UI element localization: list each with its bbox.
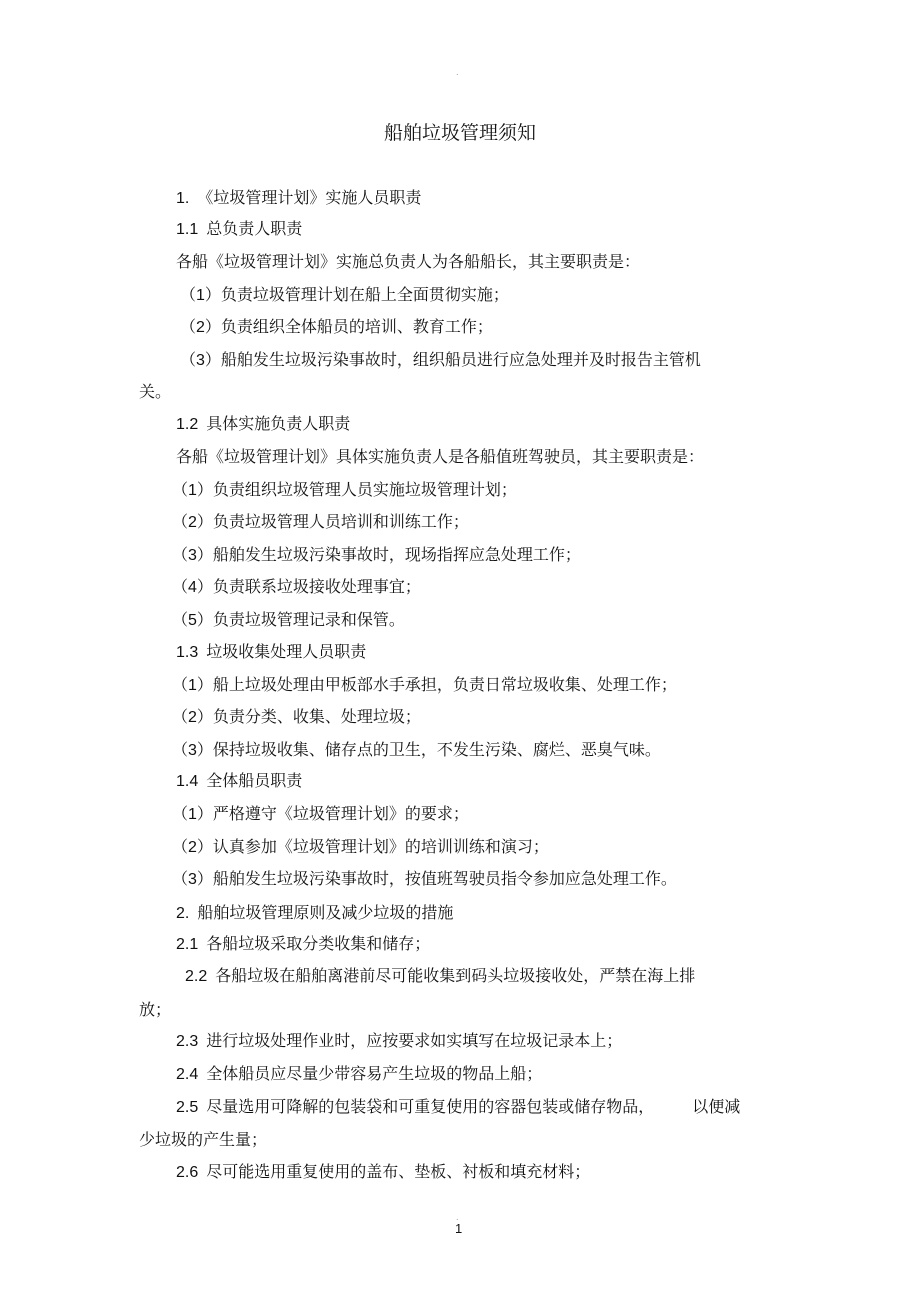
list-item-number: （2） xyxy=(172,514,213,531)
clause-text: 进行垃圾处理作业时，应按要求如实填写在垃圾记录本上； xyxy=(206,1031,623,1050)
list-item xyxy=(172,675,677,696)
section-heading xyxy=(176,188,421,209)
list-item-number: （1） xyxy=(172,482,213,499)
clause-text: 尽可能选用重复使用的盖布、垫板、衬板和填充材料； xyxy=(206,1162,591,1181)
list-item-number: （3） xyxy=(180,352,221,369)
paragraph-text: 各船《垃圾管理计划》实施总负责人为各船船长，其主要职责是： xyxy=(176,252,641,271)
subsection-number: 1.1 xyxy=(176,221,199,238)
list-item-text: 负责组织全体船员的培训、教育工作； xyxy=(220,317,493,336)
clause-line xyxy=(185,966,695,987)
list-item-number: （2） xyxy=(180,319,221,336)
list-item-text: 船舶发生垃圾污染事故时，按值班驾驶员指令参加应急处理工作。 xyxy=(212,869,677,888)
page-title: 船舶垃圾管理须知 xyxy=(383,122,536,144)
list-item-text: 认真参加《垃圾管理计划》的培训训练和演习； xyxy=(212,837,549,856)
subsection-text: 具体实施负责人职责 xyxy=(206,414,351,433)
clause-line xyxy=(176,1064,542,1085)
list-item xyxy=(172,512,469,533)
list-item-number: （1） xyxy=(180,287,221,304)
clause-text: 各船垃圾在船舶离港前尽可能收集到码头垃圾接收处，严禁在海上排 xyxy=(215,966,696,985)
list-item xyxy=(172,480,517,501)
subsection-text: 全体船员职责 xyxy=(206,771,303,790)
list-item xyxy=(172,707,421,728)
list-item-text: 负责垃圾管理记录和保管。 xyxy=(212,610,405,629)
list-item xyxy=(180,317,493,338)
subsection-number: 1.2 xyxy=(176,416,199,433)
list-item xyxy=(180,285,509,306)
list-item xyxy=(172,545,581,566)
list-item-number: （1） xyxy=(172,677,213,694)
continuation-text: 少垃圾的产生量； xyxy=(139,1130,268,1149)
paragraph-line xyxy=(176,252,640,272)
subsection-number: 1.3 xyxy=(176,644,199,661)
list-item-text: 严格遵守《垃圾管理计划》的要求； xyxy=(212,804,469,823)
subsection-heading xyxy=(176,414,350,435)
list-item xyxy=(172,610,405,631)
clause-text: 各船垃圾采取分类收集和储存； xyxy=(206,934,431,953)
list-item xyxy=(172,869,677,890)
subsection-text: 垃圾收集处理人员职责 xyxy=(206,642,367,661)
clause-number: 2.4 xyxy=(176,1066,199,1083)
section-number: 2. xyxy=(176,905,190,922)
list-item-number: （1） xyxy=(172,806,213,823)
subsection-heading xyxy=(176,219,302,240)
list-item-text: 负责组织垃圾管理人员实施垃圾管理计划； xyxy=(212,480,517,499)
list-item-number: （3） xyxy=(172,871,213,888)
page-number: 1 xyxy=(455,1221,463,1236)
list-item-text: 船舶发生垃圾污染事故时，现场指挥应急处理工作； xyxy=(212,545,581,564)
list-item-text: 船上垃圾处理由甲板部水手承担，负责日常垃圾收集、处理工作； xyxy=(212,675,677,694)
clause-number: 2.3 xyxy=(176,1033,199,1050)
clause-line xyxy=(176,1097,740,1118)
section-text: 《垃圾管理计划》实施人员职责 xyxy=(197,188,422,207)
list-item-text: 负责联系垃圾接收处理事宜； xyxy=(212,577,421,596)
header-mark: . xyxy=(456,68,459,77)
paragraph-line xyxy=(176,447,704,467)
list-item-number: （2） xyxy=(172,839,213,856)
clause-line xyxy=(176,934,430,955)
section-text: 船舶垃圾管理原则及减少垃圾的措施 xyxy=(197,903,454,922)
list-item-number: （3） xyxy=(172,742,213,759)
list-item xyxy=(172,740,661,761)
list-item xyxy=(172,804,469,825)
continuation-line xyxy=(139,1130,267,1150)
list-item xyxy=(172,837,549,858)
clause-number: 2.2 xyxy=(185,968,208,985)
list-item-number: （4） xyxy=(172,579,213,596)
list-item-number: （2） xyxy=(172,709,213,726)
subsection-heading xyxy=(176,771,302,792)
list-item-text: 船舶发生垃圾污染事故时，组织船员进行应急处理并及时报告主管机 xyxy=(220,350,701,369)
clause-line xyxy=(176,1031,622,1052)
list-item-text: 负责垃圾管理计划在船上全面贯彻实施； xyxy=(220,285,509,304)
clause-text: 全体船员应尽量少带容易产生垃圾的物品上船； xyxy=(206,1064,543,1083)
clause-text: 尽量选用可降解的包装袋和可重复使用的容器包装或储存物品， xyxy=(206,1097,655,1116)
list-item-text: 负责分类、收集、处理垃圾； xyxy=(212,707,421,726)
continuation-line xyxy=(139,382,171,402)
list-item-text: 保持垃圾收集、储存点的卫生，不发生污染、腐烂、恶臭气味。 xyxy=(212,740,661,759)
list-item-text: 负责垃圾管理人员培训和训练工作； xyxy=(212,512,469,531)
list-item-number: （5） xyxy=(172,612,213,629)
paragraph-text: 各船《垃圾管理计划》具体实施负责人是各船值班驾驶员，其主要职责是： xyxy=(176,447,705,466)
clause-tail-text: 以便减 xyxy=(692,1097,741,1116)
continuation-line xyxy=(139,1000,171,1020)
list-item xyxy=(180,350,701,371)
clause-number: 2.1 xyxy=(176,936,199,953)
clause-number: 2.5 xyxy=(176,1099,199,1116)
subsection-text: 总负责人职责 xyxy=(206,219,303,238)
section-number: 1. xyxy=(176,190,190,207)
list-item-number: （3） xyxy=(172,547,213,564)
clause-number: 2.6 xyxy=(176,1164,199,1181)
subsection-number: 1.4 xyxy=(176,773,199,790)
clause-line xyxy=(176,1162,590,1183)
list-item xyxy=(172,577,421,598)
continuation-text: 放； xyxy=(139,1000,172,1019)
footer-mark: . xyxy=(456,1213,459,1222)
continuation-text: 关。 xyxy=(139,382,172,401)
section-heading xyxy=(176,903,453,924)
subsection-heading xyxy=(176,642,366,663)
